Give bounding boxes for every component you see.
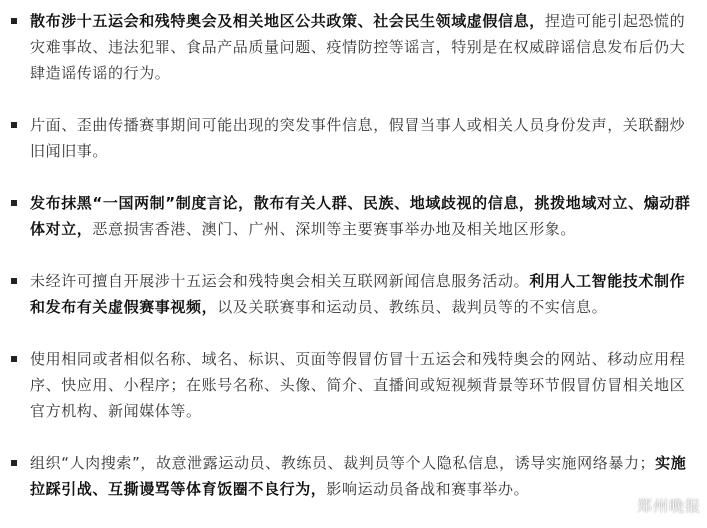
- item-text: 组织“人肉搜索”，故意泄露运动员、教练员、裁判员等个人隐私信息，诱导实施网络暴力；: [30, 454, 656, 472]
- bullet-marker: [11, 460, 17, 466]
- list-item: [0, 112, 707, 164]
- bullet-marker: [11, 200, 17, 206]
- item-text: 影响运动员备战和赛事举办。: [326, 480, 530, 498]
- item-text-bold: 发布抹黑“一国两制”制度言论，散布有关人群、民族、地域歧视的信息，挑拨地域对立、煽动群体对立，: [30, 194, 691, 238]
- rumor-rules-list: [0, 8, 707, 528]
- bullet-marker: [11, 18, 17, 24]
- list-item: [0, 8, 707, 86]
- bullet-marker: [11, 356, 17, 362]
- item-text: 恶意损害香港、澳门、广州、深圳等主要赛事举办地及相关地区形象。: [92, 220, 577, 238]
- list-item: [0, 190, 707, 242]
- item-text: 片面、歪曲传播赛事期间可能出现的突发事件信息，假冒当事人或相关人员身份发声，关联翻炒旧闻旧事。: [30, 116, 686, 160]
- watermark: [611, 495, 701, 516]
- bullet-marker: [11, 122, 17, 128]
- item-text-bold: 实施拉踩引战、互撕谩骂等体育饭圈不良行为，: [30, 454, 687, 498]
- item-text-bold: 利用人工智能技术制作和发布有关虚假赛事视频，: [30, 272, 686, 316]
- item-text: 捏造可能引起恐慌的灾难事故、违法犯罪、食品产品质量问题、疫情防控等谣言，特别是在权威辟谣信息发布后仍大肆造谣传谣的行为。: [30, 12, 686, 82]
- list-item: [0, 450, 707, 502]
- list-item: [0, 268, 707, 320]
- item-text: 未经许可擅自开展涉十五运会和残特奥会相关互联网新闻信息服务活动。: [30, 272, 530, 290]
- list-item: [0, 346, 707, 424]
- item-text: 以及关联赛事和运动员、教练员、裁判员等的不实信息。: [217, 298, 608, 316]
- item-text-bold: 散布涉十五运会和残特奥会及相关地区公共政策、社会民生领域虚假信息，: [30, 12, 545, 30]
- bullet-marker: [11, 278, 17, 284]
- weibo-logo-icon: [611, 497, 633, 515]
- item-text: 使用相同或者相似名称、域名、标识、页面等假冒仿冒十五运会和残特奥会的网站、移动应用程序、快应用、小程序；在账号名称、头像、简介、直播间或短视频背景等环节假冒仿冒相关地区官方机构、新闻媒体等。: [30, 350, 686, 420]
- watermark-text: 郑州晚报: [636, 497, 701, 515]
